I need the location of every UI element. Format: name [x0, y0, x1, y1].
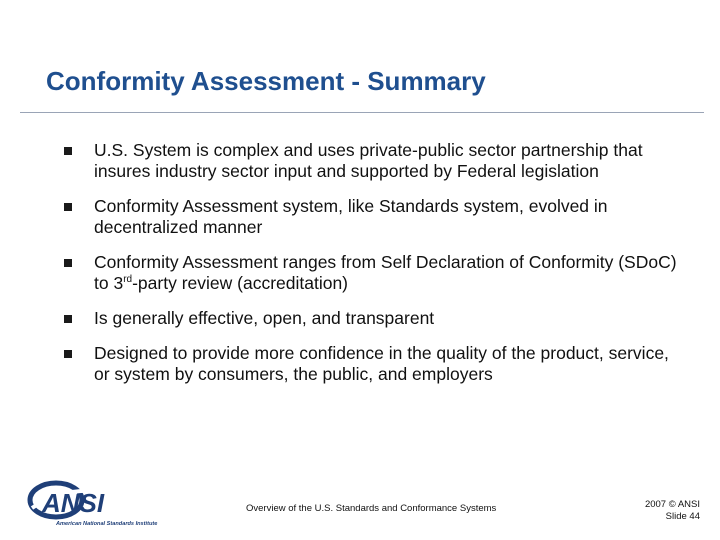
bullet-text [94, 252, 684, 294]
square-bullet-icon [64, 259, 72, 267]
bullet-text-part: -party review (accreditation) [132, 273, 349, 293]
bullet-text: Designed to provide more confidence in the quality of the product, service, or system by consumers, the public, and employers [94, 343, 669, 384]
square-bullet-icon [64, 203, 72, 211]
bullet-item [64, 343, 684, 385]
bullet-item [64, 252, 684, 294]
bullet-text: Is generally effective, open, and transparent [94, 308, 435, 328]
slide-title: Conformity Assessment - Summary [46, 66, 486, 96]
bullet-text: U.S. System is complex and uses private-public sector partnership that insures industry sector input and supported by Federal legislation [94, 140, 643, 181]
square-bullet-icon [64, 315, 72, 323]
footer-info [645, 499, 700, 523]
ansi-logo [24, 478, 174, 528]
bullet-item [64, 308, 684, 329]
title-divider [20, 112, 704, 113]
square-bullet-icon [64, 350, 72, 358]
ordinal-superscript: rd [123, 274, 133, 286]
footer-presentation-title: Overview of the U.S. Standards and Conformance Systems [246, 503, 497, 514]
bullet-item [64, 140, 684, 182]
bullet-list [64, 140, 684, 399]
bullet-text: Conformity Assessment system, like Standards system, evolved in decentralized manner [94, 196, 608, 237]
logo-tagline: American National Standards Institute [56, 521, 158, 527]
logo-wordmark: ANSI [42, 488, 105, 518]
square-bullet-icon [64, 147, 72, 155]
bullet-text-part: Conformity Assessment ranges from Self Declaration of Conformity (SDoC) to 3 [94, 252, 677, 293]
bullet-item [64, 196, 684, 238]
footer-slide-number: Slide 44 [665, 511, 700, 522]
footer-copyright: 2007 © ANSI [644, 499, 700, 510]
